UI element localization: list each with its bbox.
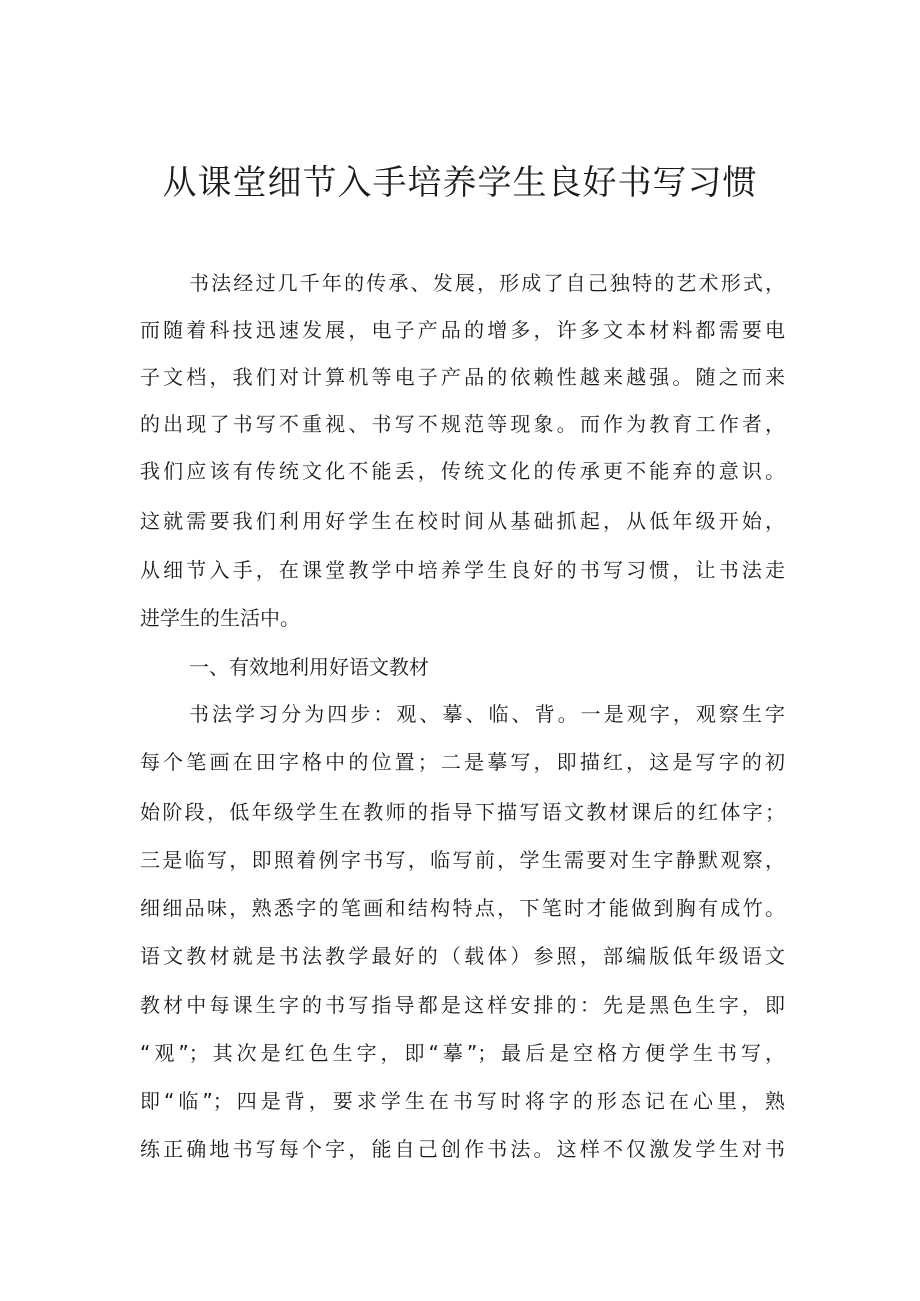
paragraph-line: 练正确地书写每个字，能自己创作书法。这样不仅激发学生对书	[140, 1137, 785, 1161]
paragraph-line: 语文教材就是书法教学最好的（载体）参照，部编版低年级语文	[140, 944, 785, 968]
paragraph-line: 而随着科技迅速发展，电子产品的增多，许多文本材料都需要电	[140, 318, 785, 342]
paragraph-line: 始阶段，低年级学生在教师的指导下描写语文教材课后的红体字；	[140, 800, 785, 824]
paragraph-line: 即“临”；四是背，要求学生在书写时将字的形态记在心里，熟	[140, 1089, 785, 1113]
section-heading: 一、有效地利用好语文教材	[189, 655, 429, 679]
paragraph-line: 我们应该有传统文化不能丢，传统文化的传承更不能弃的意识。	[140, 459, 785, 483]
paragraph-line: 教材中每课生字的书写指导都是这样安排的：先是黑色生字，即	[140, 993, 785, 1017]
paragraph-line: 这就需要我们利用好学生在校时间从基础抓起，从低年级开始，	[140, 509, 785, 533]
document-title: 从课堂细节入手培养学生良好书写习惯	[162, 163, 758, 203]
paragraph-line: 进学生的生活中。	[140, 606, 300, 630]
paragraph-line: 从细节入手，在课堂教学中培养学生良好的书写习惯，让书法走	[140, 558, 785, 582]
paragraph-line: 子文档，我们对计算机等电子产品的依赖性越来越强。随之而来	[140, 365, 785, 389]
paragraph-line: 的出现了书写不重视、书写不规范等现象。而作为教育工作者，	[140, 412, 785, 436]
paragraph-line: 每个笔画在田字格中的位置；二是摹写，即描红，这是写字的初	[140, 750, 785, 774]
paragraph-line: 书法学习分为四步：观、摹、临、背。一是观字，观察生字	[189, 702, 785, 726]
paragraph-line: 三是临写，即照着例字书写，临写前，学生需要对生字静默观察，	[140, 848, 785, 872]
paragraph-line: 细细品味，熟悉字的笔画和结构特点，下笔时才能做到胸有成竹。	[140, 896, 785, 920]
paragraph-line: “观”；其次是红色生字，即“摹”；最后是空格方便学生书写，	[140, 1041, 785, 1065]
paragraph-line: 书法经过几千年的传承、发展，形成了自己独特的艺术形式，	[189, 271, 785, 295]
